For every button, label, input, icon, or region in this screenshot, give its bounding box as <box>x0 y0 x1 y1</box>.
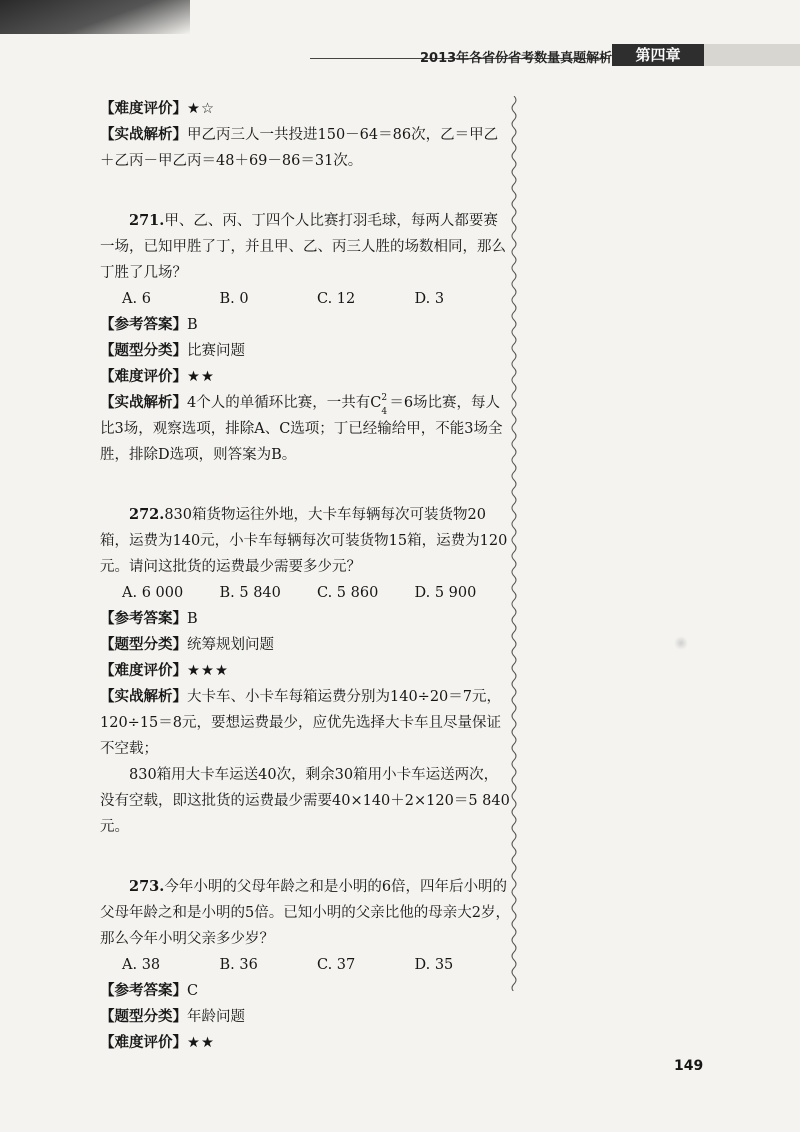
question-271 <box>100 208 512 468</box>
answer-line <box>100 606 512 632</box>
analysis-label: 【实战解析】 <box>100 395 187 411</box>
difficulty-stars: ★★ <box>187 1035 215 1051</box>
category-line <box>100 632 512 658</box>
chapter-band <box>704 44 800 66</box>
analysis-line <box>100 122 512 174</box>
difficulty-label: 【难度评价】 <box>100 101 187 117</box>
category-label: 【题型分类】 <box>100 1009 187 1025</box>
options-row <box>100 952 512 978</box>
analysis-line <box>100 390 512 468</box>
scan-corner-shadow <box>0 0 190 34</box>
answer-value: C <box>187 983 199 999</box>
option-c: C. 12 <box>317 291 356 307</box>
combination-sub: 4 <box>381 407 388 417</box>
option-b: B. 5 840 <box>219 585 281 601</box>
analysis-continued: 830箱用大卡车运送40次，剩余30箱用小卡车运送两次，没有空载，即这批货的运费最少需要40×140＋2×120＝5 840元。 <box>100 767 510 835</box>
analysis-text: 甲乙丙三人一共投进150－64＝86次，乙＝甲乙＋乙丙－甲乙丙＝48＋69－86＝31次。 <box>100 127 499 169</box>
difficulty-stars: ★★★ <box>187 663 229 679</box>
page-content <box>100 96 512 1056</box>
category-label: 【题型分类】 <box>100 637 187 653</box>
answer-line <box>100 312 512 338</box>
option-b: B. 36 <box>219 957 258 973</box>
answer-line <box>100 978 512 1004</box>
category-value: 年龄问题 <box>187 1009 245 1025</box>
stem-text: 今年小明的父母年龄之和是小明的6倍，四年后小明的父母年龄之和是小明的5倍。已知小明的父亲比他的母亲大2岁，那么今年小明父亲多少岁？ <box>100 879 510 947</box>
analysis-label: 【实战解析】 <box>100 127 187 143</box>
question-number: 272. <box>129 506 165 523</box>
option-a: A. 6 000 <box>122 585 184 601</box>
options-row <box>100 286 512 312</box>
page-number: 149 <box>674 1058 704 1074</box>
question-stem <box>100 874 512 952</box>
difficulty-label: 【难度评价】 <box>100 369 187 385</box>
combination-sup: 2 <box>381 393 388 403</box>
option-a: A. 38 <box>122 957 161 973</box>
question-number: 271. <box>129 212 165 229</box>
analysis-label: 【实战解析】 <box>100 689 187 705</box>
difficulty-line <box>100 96 512 122</box>
analysis-text: 大卡车、小卡车每箱运费分别为140÷20＝7元，120÷15＝8元，要想运费最少，应优先选择大卡车且尽量保证不空载； <box>100 689 501 757</box>
option-b: B. 0 <box>219 291 249 307</box>
analysis-text-b: ＝6场比赛，每人比3场，观察选项，排除A、C选项；丁已经输给甲，不能3场全胜，排除D选项，则答案为B。 <box>100 395 503 463</box>
option-a: A. 6 <box>122 291 151 307</box>
scan-smudge <box>674 636 688 650</box>
answer-label: 【参考答案】 <box>100 983 187 999</box>
question-number: 273. <box>129 878 165 895</box>
option-d: D. 5 900 <box>414 585 477 601</box>
running-title: 2013年各省份省考数量真题解析 <box>420 51 613 66</box>
difficulty-line <box>100 364 512 390</box>
stem-text: 830箱货物运往外地，大卡车每辆每次可装货物20箱，运费为140元，小卡车每辆每次可装货物15箱，运费为120元。请问这批货的运费最少需要多少元？ <box>100 507 508 575</box>
difficulty-stars: ★★ <box>187 369 215 385</box>
category-label: 【题型分类】 <box>100 343 187 359</box>
difficulty-label: 【难度评价】 <box>100 663 187 679</box>
answer-label: 【参考答案】 <box>100 317 187 333</box>
category-value: 比赛问题 <box>187 343 245 359</box>
category-value: 统筹规划问题 <box>187 637 274 653</box>
option-d: D. 3 <box>414 291 445 307</box>
analysis-text-a: 4个人的单循环比赛，一共有C <box>187 395 382 411</box>
difficulty-label: 【难度评价】 <box>100 1035 187 1051</box>
option-c: C. 5 860 <box>317 585 379 601</box>
question-272 <box>100 502 512 840</box>
difficulty-stars: ★☆ <box>187 101 215 117</box>
difficulty-line <box>100 1030 512 1056</box>
question-273 <box>100 874 512 1056</box>
category-line <box>100 1004 512 1030</box>
option-d: D. 35 <box>414 957 454 973</box>
question-stem <box>100 502 512 580</box>
chapter-badge: 第四章 <box>612 44 704 66</box>
category-line <box>100 338 512 364</box>
stem-text: 甲、乙、丙、丁四个人比赛打羽毛球，每两人都要赛一场，已知甲胜了丁，并且甲、乙、丙三人胜的场数相同，那么丁胜了几场？ <box>100 213 506 281</box>
difficulty-line <box>100 658 512 684</box>
options-row <box>100 580 512 606</box>
question-stem <box>100 208 512 286</box>
answer-value: B <box>187 611 198 627</box>
option-c: C. 37 <box>317 957 356 973</box>
top-block <box>100 96 512 174</box>
combination-indices <box>381 393 389 417</box>
answer-value: B <box>187 317 198 333</box>
answer-label: 【参考答案】 <box>100 611 187 627</box>
analysis-line <box>100 684 512 762</box>
